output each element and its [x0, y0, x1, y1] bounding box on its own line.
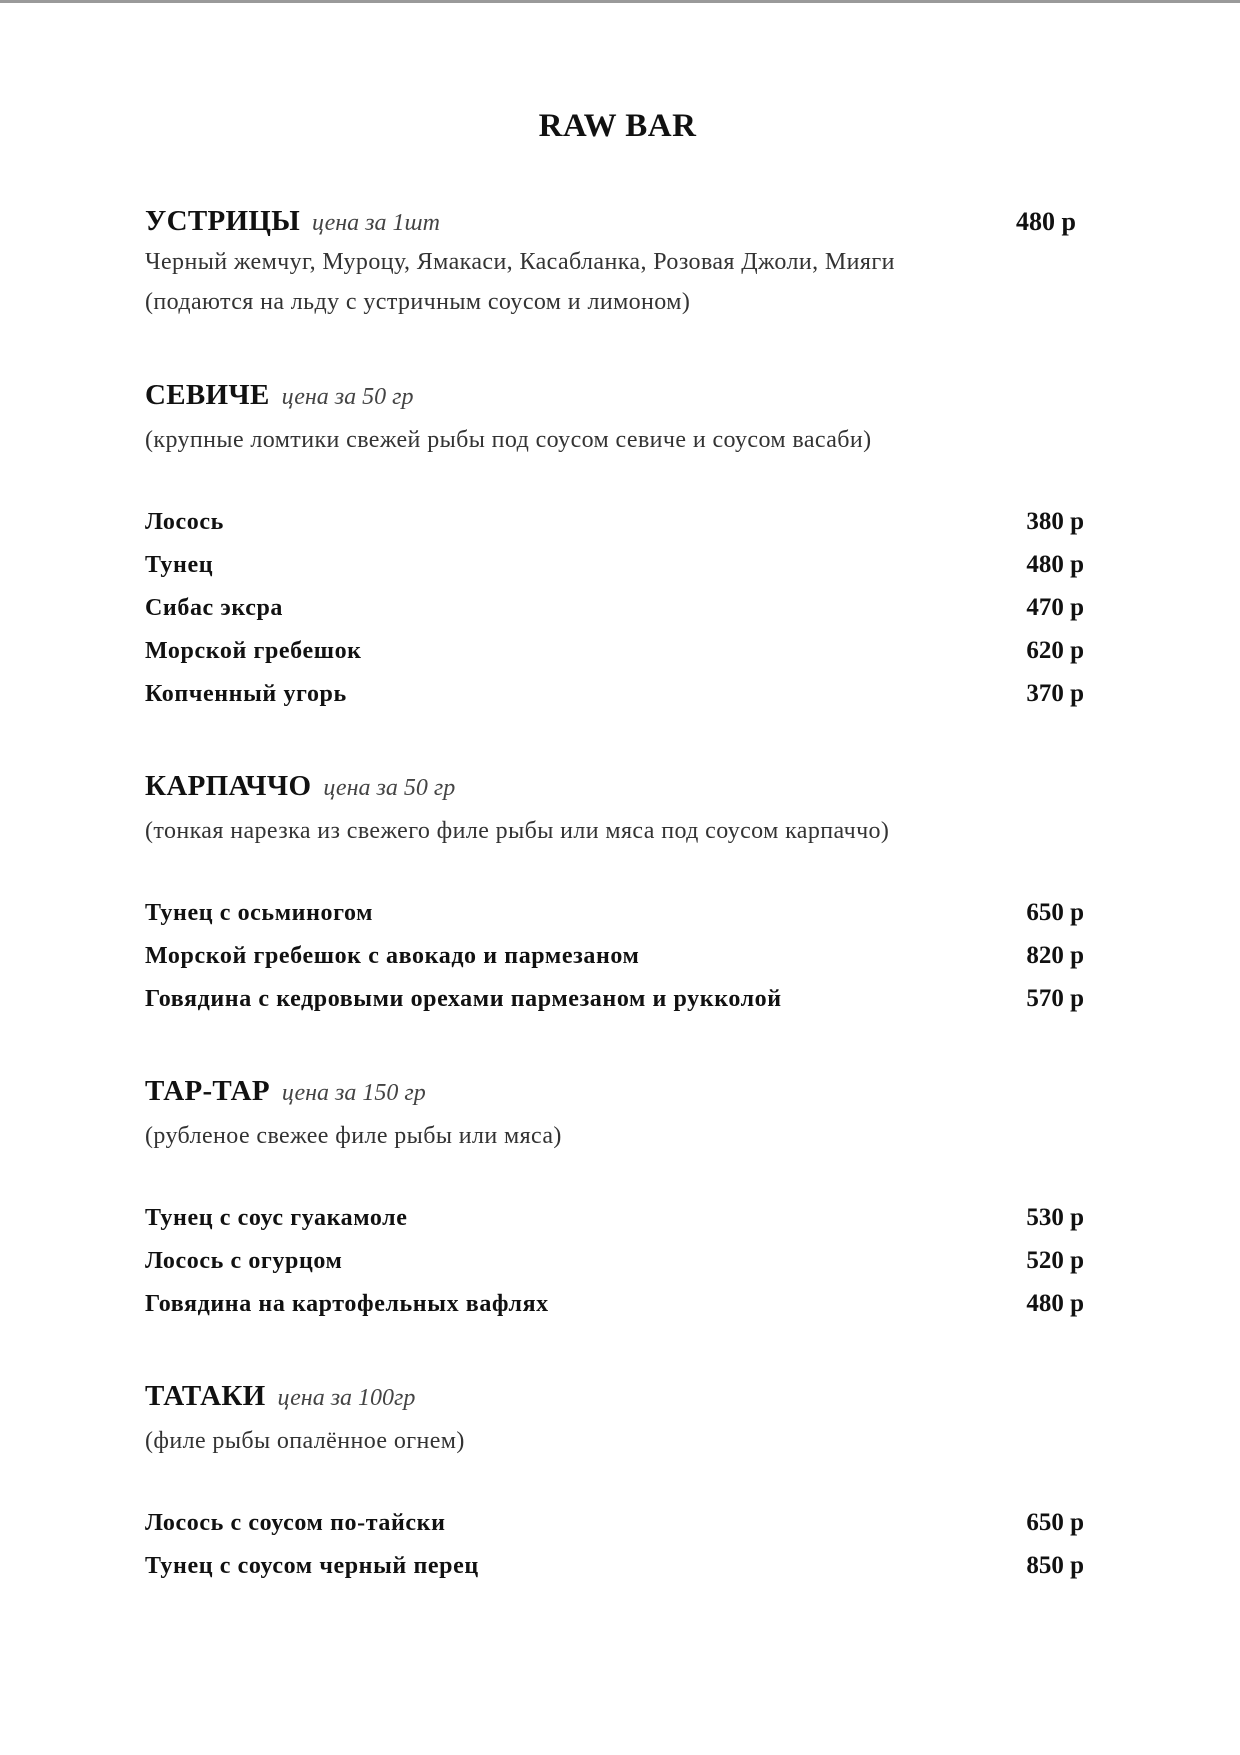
menu-item	[145, 629, 1090, 672]
spacer	[145, 1325, 1090, 1373]
section-name: КАРПАЧЧО	[145, 770, 312, 802]
item-price: 570 р	[1026, 985, 1084, 1012]
item-price: 480 р	[1026, 551, 1084, 578]
item-price: 480 р	[1026, 1290, 1084, 1317]
section-header	[145, 198, 1090, 244]
item-price: 620 р	[1026, 637, 1084, 664]
item-price: 820 р	[1026, 942, 1084, 969]
section-unit: цена за 50 гр	[323, 775, 456, 801]
spacer	[145, 1020, 1090, 1068]
menu-page	[145, 100, 1090, 1587]
menu-item	[145, 672, 1090, 715]
item-name: Копченный угорь	[145, 681, 347, 707]
section-unit: цена за 150 гр	[281, 1080, 426, 1106]
item-name: Говядина с кедровыми орехами пармезаном и рукколой	[145, 986, 782, 1012]
item-name: Лосось с соусом по-тайски	[145, 1510, 446, 1536]
item-list	[145, 1196, 1090, 1325]
section-name: ТАР-ТАР	[145, 1075, 270, 1107]
menu-item	[145, 586, 1090, 629]
item-list	[145, 500, 1090, 715]
item-name: Лосось	[145, 509, 224, 535]
item-name: Морской гребешок	[145, 638, 362, 664]
section-unit: цена за 50 гр	[281, 384, 414, 410]
spacer	[145, 322, 1090, 372]
item-list	[145, 891, 1090, 1020]
item-price: 850 р	[1026, 1552, 1084, 1579]
menu-item	[145, 1544, 1090, 1587]
section-tartare	[145, 1068, 1090, 1325]
section-note: (рубленое свежее филе рыбы или мяса)	[145, 1123, 562, 1149]
menu-item	[145, 891, 1090, 934]
item-name: Сибас эксра	[145, 595, 284, 621]
item-price: 380 р	[1026, 508, 1084, 535]
section-note: (подаются на льду с устричным соусом и лимоном)	[145, 289, 691, 315]
menu-title: RAW BAR	[538, 108, 697, 144]
spacer	[145, 715, 1090, 763]
menu-item	[145, 543, 1090, 586]
section-header	[145, 763, 1090, 809]
section-unit: цена за 1шт	[311, 210, 440, 236]
item-name: Говядина на картофельных вафлях	[145, 1291, 549, 1317]
item-list	[145, 1501, 1090, 1587]
item-name: Лосось с огурцом	[145, 1248, 343, 1274]
item-name: Тунец	[145, 552, 214, 578]
menu-item	[145, 1282, 1090, 1325]
menu-item	[145, 1501, 1090, 1544]
page-top-rule	[0, 0, 1240, 3]
item-price: 650 р	[1026, 899, 1084, 926]
section-price: 480 р	[1016, 207, 1076, 236]
section-note: (тонкая нарезка из свежего филе рыбы или мяса под соусом карпаччо)	[145, 818, 890, 844]
section-header	[145, 372, 1090, 418]
menu-item	[145, 1239, 1090, 1282]
section-tataki	[145, 1373, 1090, 1587]
section-ceviche	[145, 372, 1090, 715]
item-price: 370 р	[1026, 680, 1084, 707]
item-price: 520 р	[1026, 1247, 1084, 1274]
section-note: (крупные ломтики свежей рыбы под соусом севиче и соусом васаби)	[145, 427, 872, 453]
item-price: 650 р	[1026, 1509, 1084, 1536]
section-note: (филе рыбы опалённое огнем)	[145, 1428, 465, 1454]
item-name: Тунец с соусом черный перец	[145, 1553, 479, 1579]
menu-item	[145, 934, 1090, 977]
section-carpaccio	[145, 763, 1090, 1020]
section-name: УСТРИЦЫ	[145, 205, 300, 237]
section-unit: цена за 100гр	[277, 1385, 416, 1411]
section-name: ТАТАКИ	[145, 1380, 266, 1412]
section-header	[145, 1373, 1090, 1419]
menu-item	[145, 977, 1090, 1020]
menu-item	[145, 500, 1090, 543]
item-name: Тунец с соус гуакамоле	[145, 1205, 408, 1231]
section-header	[145, 1068, 1090, 1114]
item-price: 470 р	[1026, 594, 1084, 621]
section-description: Черный жемчуг, Муроцу, Ямакаси, Касабланка, Розовая Джоли, Мияги	[145, 249, 895, 275]
section-oysters	[145, 198, 1090, 322]
menu-item	[145, 1196, 1090, 1239]
item-name: Тунец с осьминогом	[145, 900, 374, 926]
section-name: СЕВИЧЕ	[145, 379, 270, 411]
item-price: 530 р	[1026, 1204, 1084, 1231]
item-name: Морской гребешок с авокадо и пармезаном	[145, 943, 640, 969]
